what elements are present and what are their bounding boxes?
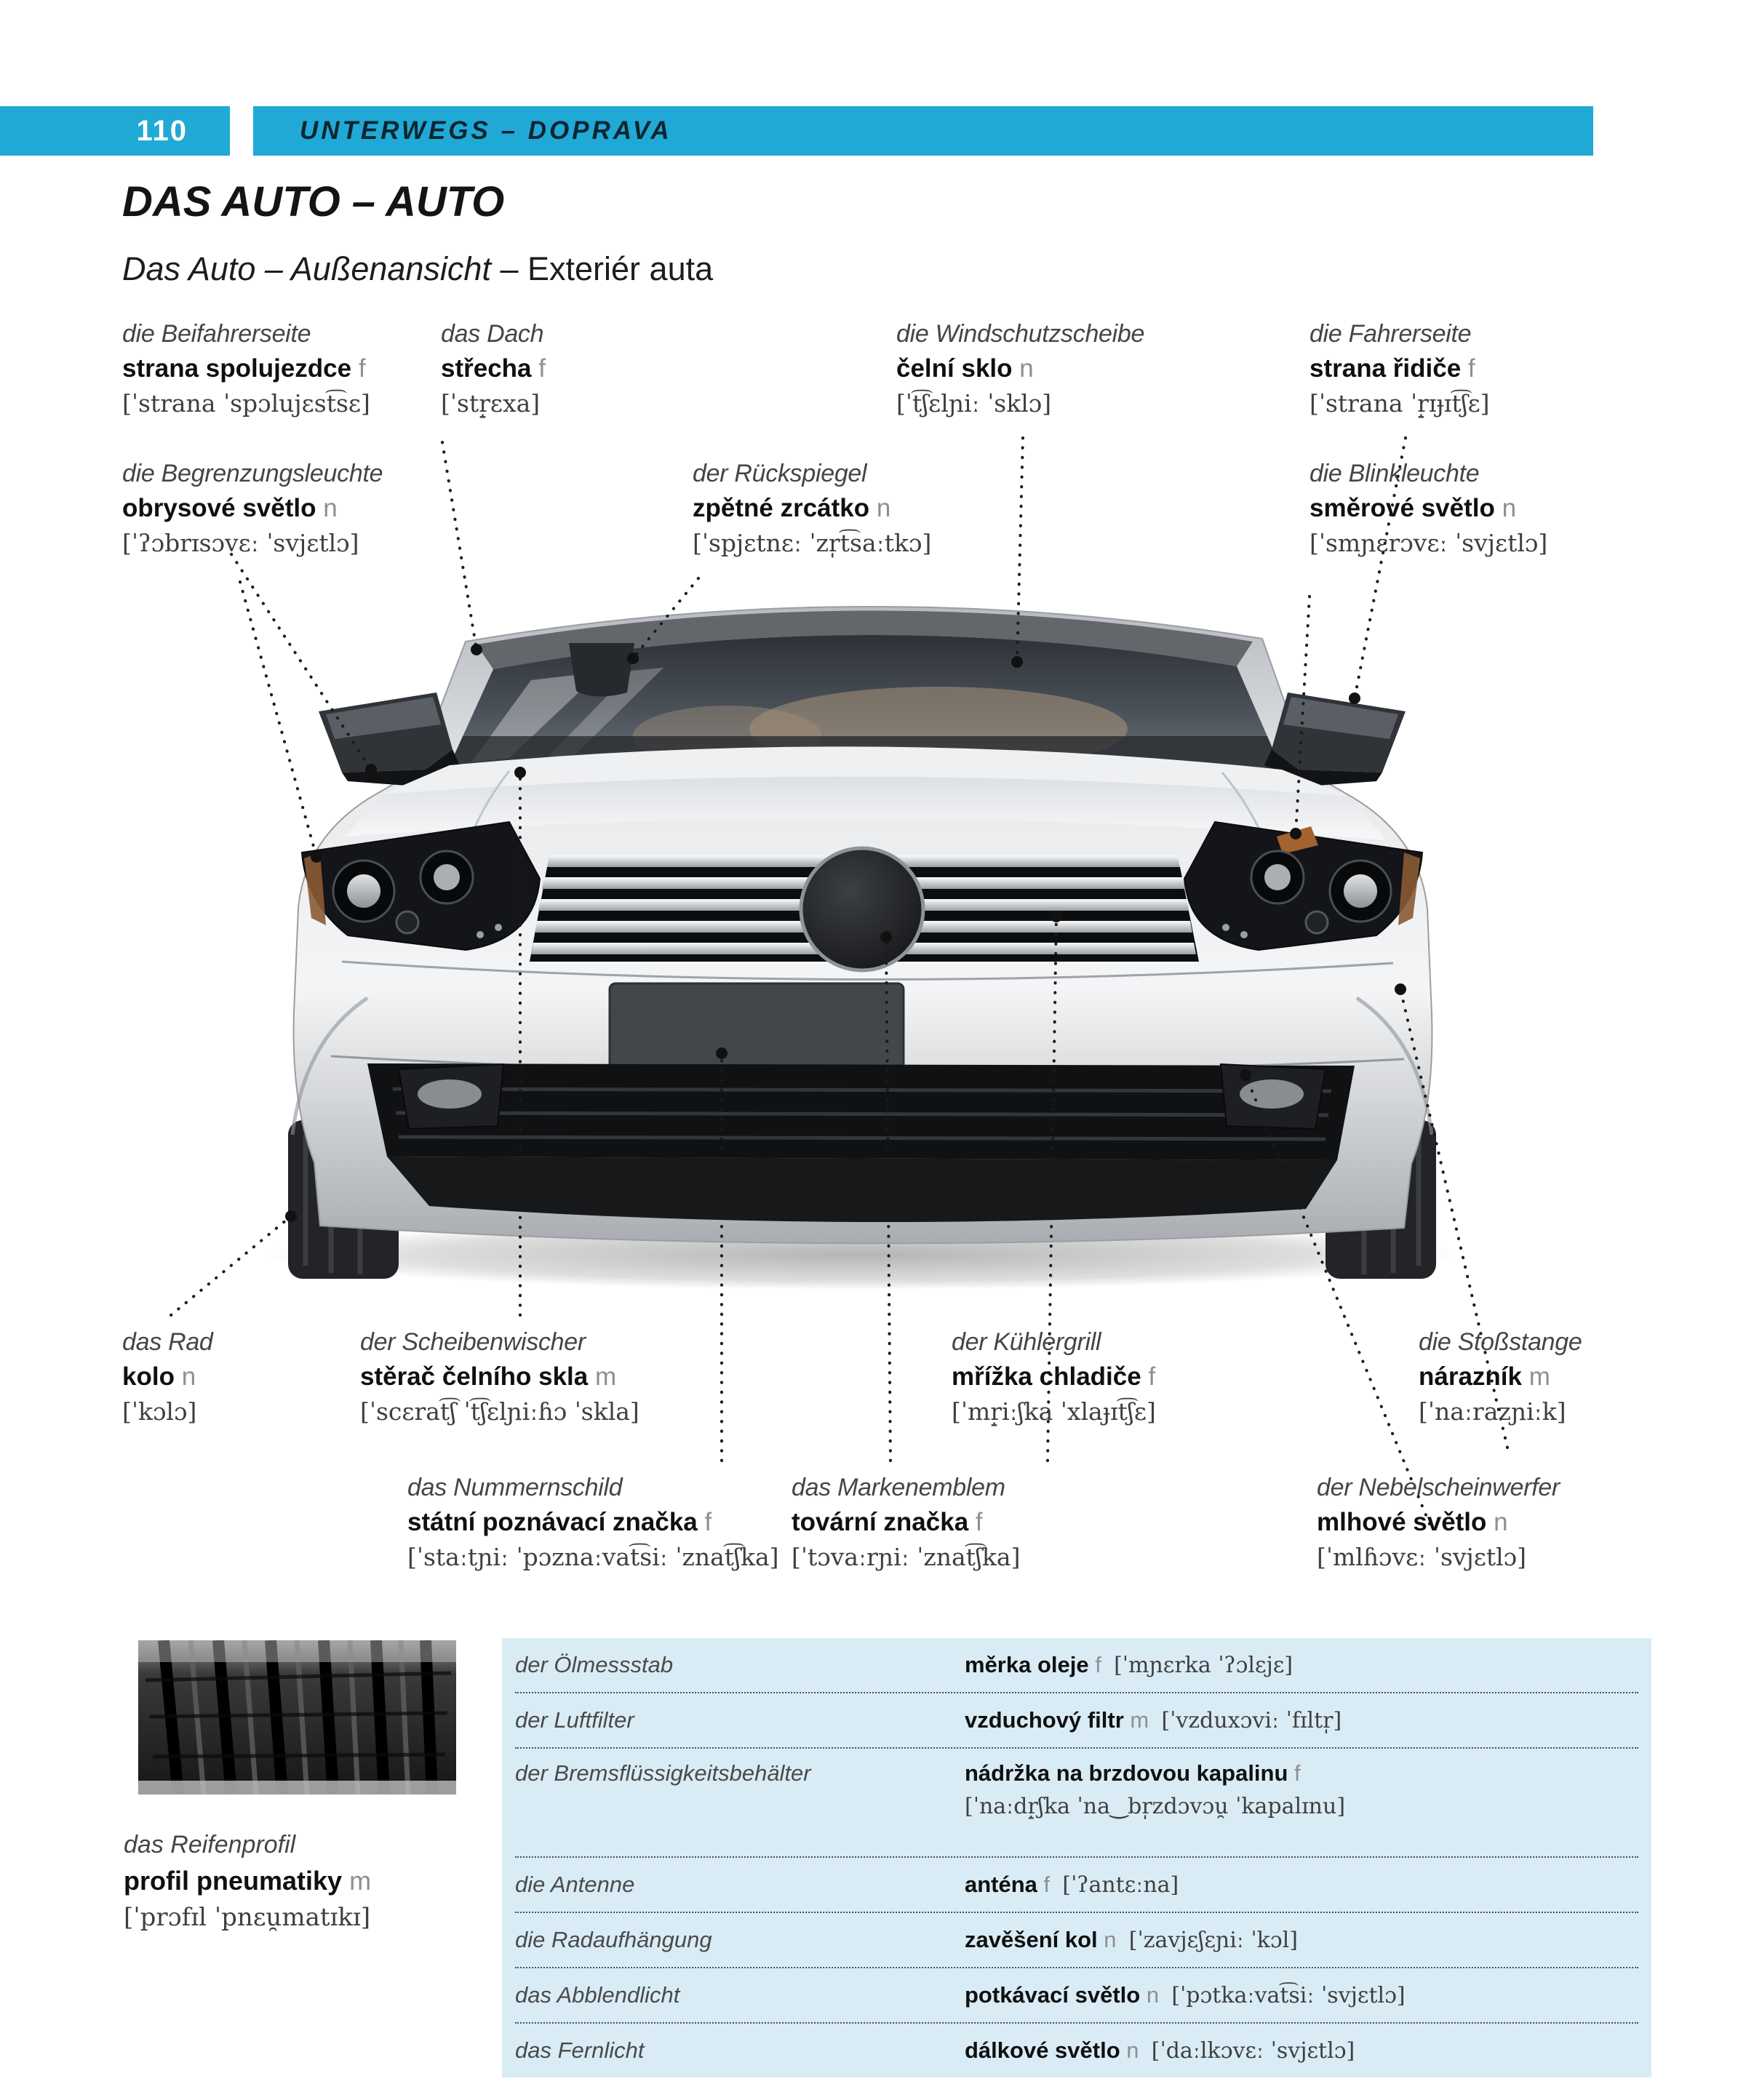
label-nebelscheinwerfer: der Nebelscheinwerfer mlhové světlo n [ˈmlɦɔvɛː ˈsvjɛtlɔ] xyxy=(1317,1474,1560,1571)
interior-mirror xyxy=(569,643,634,697)
table-row: das Abblendlicht potkávací světlo n [ˈpɔtkaːvat͡siː ˈsvjɛtlɔ] xyxy=(515,1968,1638,2024)
page-subtitle xyxy=(122,250,713,288)
license-plate xyxy=(610,983,904,1069)
label-begrenzungsleuchte: die Begrenzungsleuchte obrysové světlo n [ˈʔɔbrɪsɔvɛː ˈsvjɛtlɔ] xyxy=(122,460,383,557)
table-row: der Luftfilter vzduchový filtr m [ˈvzduxɔviː ˈfɪltr̩] xyxy=(515,1693,1638,1749)
leader-dach xyxy=(442,442,482,655)
subtitle-separator: – xyxy=(490,250,527,287)
label-blinkleuchte: die Blinkleuchte směrové světlo n [ˈsmɲɛrɔvɛː ˈsvjɛtlɔ] xyxy=(1310,460,1548,557)
label-scheibenwischer: der Scheibenwischer stěrač čelního skla m [ˈscɛrat͡ʃ ˈt͡ʃɛlɲiːɦɔ ˈskla] xyxy=(360,1328,639,1426)
label-beifahrerseite: die Beifahrerseite strana spolujezdce f [ˈstrana ˈspɔlujɛst͡sɛ] xyxy=(122,320,370,418)
table-row: die Antenne anténa f [ˈʔantɛːna] xyxy=(515,1858,1638,1913)
tire-photo xyxy=(138,1640,456,1794)
label-dach: das Dach střecha f [ˈstr̝ɛxa] xyxy=(441,320,546,418)
car-photo xyxy=(266,607,1459,1290)
table-row: der Ölmessstab měrka oleje f [ˈmɲɛrka ˈʔɔlɛjɛ] xyxy=(515,1638,1638,1693)
leader-rad xyxy=(171,1210,297,1315)
label-kuehlergrill: der Kühlergrill mřížka chladiče f [ˈmr̝iːʃka ˈxlaɟɪt͡ʃɛ] xyxy=(952,1328,1156,1426)
subtitle-german: Das Auto – Außenansicht xyxy=(122,250,491,287)
subtitle-czech: Exteriér auta xyxy=(527,250,714,287)
label-rueckspiegel: der Rückspiegel zpětné zrcátko n [ˈspjɛtnɛː ˈzr̩t͡saːtkɔ] xyxy=(693,460,932,557)
radiator-grille xyxy=(530,848,1199,970)
label-fahrerseite: die Fahrerseite strana řidiče f [ˈstrana ˈr̝ɪɟɪt͡ʃɛ] xyxy=(1310,320,1490,418)
section-header-bar xyxy=(253,106,1593,156)
vocabulary-table xyxy=(502,1638,1651,2077)
label-nummernschild: das Nummernschild státní poznávací značka f [ˈstaːtɲiː ˈpɔznaːvat͡siː ˈznat͡ʃka] xyxy=(407,1474,779,1571)
table-row: der Bremsflüssigkeitsbehälter nádržka na brzdovou kapalinu f [ˈnaːdr̝ʃka ˈna‿br̩zdɔvɔu̯ ˈkapalɪnu] xyxy=(515,1749,1638,1858)
label-windschutzscheibe: die Windschutzscheibe čelní sklo n [ˈt͡ʃɛlɲiː ˈsklɔ] xyxy=(896,320,1145,418)
page-number-block xyxy=(0,106,230,156)
page-title: DAS AUTO – AUTO xyxy=(122,178,505,225)
table-row: das Fernlicht dálkové světlo n [ˈdaːlkɔvɛː ˈsvjɛtlɔ] xyxy=(515,2037,1355,2064)
table-row: die Radaufhängung zavěšení kol n [ˈzavjɛʃɛɲiː ˈkɔl] xyxy=(515,1913,1638,1968)
lower-intake xyxy=(367,1063,1355,1160)
left-fog-light xyxy=(399,1064,503,1129)
label-rad: das Rad kolo n [ˈkɔlɔ] xyxy=(122,1328,213,1426)
leader-begrenzungsleuchte xyxy=(240,582,322,863)
section-title: UNTERWEGS – DOPRAVA xyxy=(300,116,672,145)
brand-emblem xyxy=(801,848,923,970)
page-number: 110 xyxy=(136,114,188,147)
label-markenemblem: das Markenemblem tovární značka f [ˈtɔvaːrɲiː ˈznat͡ʃka] xyxy=(792,1474,1021,1571)
label-reifenprofil: das Reifenprofil profil pneumatiky m [ˈprɔfɪl ˈpnɛu̯matɪkɪ] xyxy=(124,1831,372,1932)
right-fog-light xyxy=(1221,1064,1326,1129)
label-stossstange: die Stoßstange nárazník m [ˈnaːrazɲiːk] xyxy=(1419,1328,1582,1426)
